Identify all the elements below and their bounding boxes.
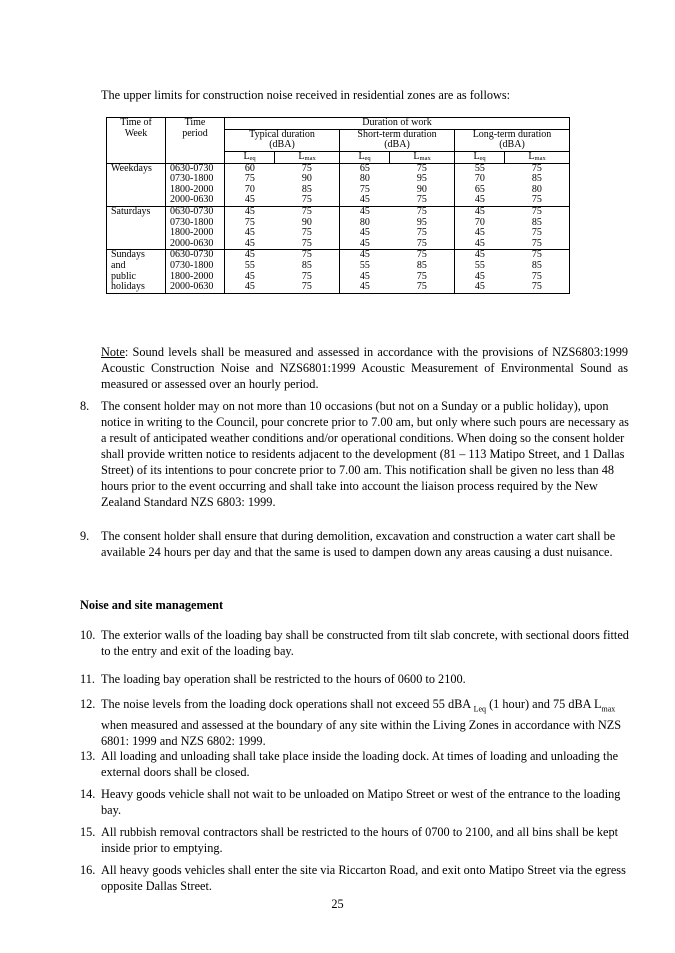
- value-cell: 75: [390, 239, 455, 250]
- time-of-week-cell: and: [107, 261, 166, 272]
- subheader-text: L: [413, 150, 420, 162]
- list-item-8: [80, 398, 630, 510]
- value-cell: 45: [225, 282, 275, 293]
- header-text: Long-term duration: [472, 128, 552, 140]
- item-number: 11.: [80, 672, 95, 686]
- note-paragraph: [101, 345, 628, 392]
- time-period-cell: 2000-0630: [166, 195, 225, 206]
- header-long-term: [455, 129, 570, 151]
- header-short-term: [340, 129, 455, 151]
- value-cell: 45: [340, 228, 390, 239]
- value-cell: 70: [225, 185, 275, 196]
- value-cell: 75: [225, 174, 275, 185]
- value-cell: 65: [340, 163, 390, 174]
- value-cell: 45: [225, 207, 275, 218]
- subheader-leq: [225, 151, 275, 163]
- value-cell: 90: [390, 185, 455, 196]
- time-of-week-cell: [107, 174, 166, 185]
- value-cell: 75: [275, 272, 340, 283]
- header-text: Time: [184, 117, 206, 128]
- value-cell: 55: [225, 261, 275, 272]
- value-cell: 75: [225, 218, 275, 229]
- header-text: Short-term duration: [357, 128, 437, 140]
- value-cell: 90: [275, 174, 340, 185]
- value-cell: 85: [505, 261, 570, 272]
- section-heading: Noise and site management: [80, 598, 224, 612]
- value-cell: 45: [455, 207, 505, 218]
- list-item-12: [80, 696, 630, 749]
- list-item-10: [80, 627, 630, 659]
- item-text-part: (1 hour) and 75 dBA L: [486, 697, 602, 711]
- item-number: 15.: [80, 825, 96, 839]
- value-cell: 45: [225, 228, 275, 239]
- subheader-text: L: [358, 150, 365, 162]
- intro-paragraph: The upper limits for construction noise received in residential zones are as follows:: [101, 88, 511, 102]
- item-text: Heavy goods vehicle shall not wait to be unloaded on Matipo Street or west of the entrance to the loading bay.: [101, 787, 621, 817]
- time-of-week-cell: [107, 228, 166, 239]
- table-header-row: [107, 118, 570, 130]
- value-cell: 75: [275, 250, 340, 261]
- value-cell: 45: [340, 250, 390, 261]
- page-number: 25: [331, 897, 344, 911]
- time-period-cell: 0730-1800: [166, 174, 225, 185]
- list-item-16: [80, 862, 630, 894]
- time-of-week-cell: [107, 218, 166, 229]
- subheader-sub: eq: [364, 154, 371, 162]
- value-cell: 75: [505, 282, 570, 293]
- value-cell: 45: [225, 239, 275, 250]
- value-cell: 70: [455, 218, 505, 229]
- value-cell: 75: [505, 195, 570, 206]
- value-cell: 75: [275, 282, 340, 293]
- header-typical: [225, 129, 340, 151]
- value-cell: 55: [340, 261, 390, 272]
- subheader-sub: eq: [479, 154, 486, 162]
- subheader-lmax: [390, 151, 455, 163]
- time-of-week-cell: [107, 239, 166, 250]
- time-period-cell: 0630-0730: [166, 207, 225, 218]
- value-cell: 75: [505, 250, 570, 261]
- time-of-week-cell: Weekdays: [107, 163, 166, 174]
- item-number: 12.: [80, 697, 96, 711]
- value-cell: 45: [340, 282, 390, 293]
- subheader-text: L: [298, 150, 305, 162]
- value-cell: 75: [390, 250, 455, 261]
- item-text: All heavy goods vehicles shall enter the site via Riccarton Road, and exit onto Matipo Street via the egress opposite Dallas Street.: [101, 863, 626, 893]
- value-cell: 45: [455, 272, 505, 283]
- value-cell: 45: [340, 272, 390, 283]
- subheader-sub: max: [534, 154, 546, 162]
- value-cell: 65: [455, 185, 505, 196]
- value-cell: 45: [455, 282, 505, 293]
- value-cell: 80: [340, 174, 390, 185]
- subheader-text: L: [473, 150, 480, 162]
- subheader-sub: max: [304, 154, 316, 162]
- value-cell: 75: [390, 282, 455, 293]
- list-item-14: [80, 786, 630, 818]
- item-text-part: when measured and assessed at the boundary of any site within the Living Zones in accordance with NZS 6801: 1999 and NZS 6802: 1999.: [101, 718, 622, 749]
- time-of-week-cell: [107, 195, 166, 206]
- header-text: (dBA): [384, 139, 410, 151]
- item-number: 8.: [80, 399, 90, 413]
- value-cell: 95: [390, 218, 455, 229]
- time-period-cell: 0630-0730: [166, 163, 225, 174]
- value-cell: 45: [340, 239, 390, 250]
- header-time-of-week: [107, 118, 166, 164]
- header-text: Week: [124, 127, 148, 139]
- value-cell: 45: [455, 195, 505, 206]
- value-cell: 45: [225, 195, 275, 206]
- subheader-text: L: [243, 150, 250, 162]
- value-cell: 75: [275, 239, 340, 250]
- value-cell: 75: [275, 228, 340, 239]
- subheader-text: L: [528, 150, 535, 162]
- time-period-cell: 0730-1800: [166, 261, 225, 272]
- time-of-week-cell: Saturdays: [107, 207, 166, 218]
- value-cell: 75: [340, 185, 390, 196]
- time-of-week-cell: public: [107, 272, 166, 283]
- item-text: All rubbish removal contractors shall be restricted to the hours of 0700 to 2100, and all bins shall be kept inside prior to emptying.: [101, 825, 619, 855]
- item-number: 13.: [80, 749, 96, 763]
- value-cell: 45: [455, 239, 505, 250]
- item-text: The loading bay operation shall be restricted to the hours of 0600 to 2100.: [101, 672, 466, 686]
- time-of-week-cell: Sundays: [107, 250, 166, 261]
- value-cell: 85: [505, 218, 570, 229]
- value-cell: 55: [455, 163, 505, 174]
- value-cell: 85: [390, 261, 455, 272]
- value-cell: 45: [340, 207, 390, 218]
- item-text: The consent holder shall ensure that during demolition, excavation and construction a water cart shall be available 24 hours per day and that the same is used to dampen down any areas causing a dust nuisance.: [101, 529, 616, 559]
- time-period-cell: 0630-0730: [166, 250, 225, 261]
- value-cell: 75: [390, 163, 455, 174]
- time-period-cell: 1800-2000: [166, 185, 225, 196]
- value-cell: 75: [390, 228, 455, 239]
- value-cell: 75: [505, 207, 570, 218]
- note-label: Note: [101, 345, 125, 359]
- table-row: [107, 195, 570, 206]
- value-cell: 95: [390, 174, 455, 185]
- value-cell: 75: [505, 228, 570, 239]
- item-number: 14.: [80, 787, 96, 801]
- value-cell: 85: [275, 185, 340, 196]
- noise-table-body: [107, 118, 570, 294]
- subheader-lmax: [505, 151, 570, 163]
- value-cell: 45: [340, 195, 390, 206]
- value-cell: 75: [390, 207, 455, 218]
- value-cell: 75: [275, 207, 340, 218]
- time-period-cell: 2000-0630: [166, 239, 225, 250]
- subheader-leq: [455, 151, 505, 163]
- table-row: [107, 239, 570, 250]
- value-cell: 75: [275, 163, 340, 174]
- header-text: Typical duration: [249, 128, 315, 140]
- header-text: period: [182, 127, 208, 139]
- table-row: [107, 282, 570, 293]
- time-period-cell: 0730-1800: [166, 218, 225, 229]
- item-text: The exterior walls of the loading bay shall be constructed from tilt slab concrete, with sectional doors fitted to the entry and exit of the loading bay.: [101, 628, 629, 658]
- value-cell: 45: [225, 272, 275, 283]
- header-duration-of-work: Duration of work: [225, 118, 570, 130]
- subheader-sub: eq: [249, 154, 256, 162]
- item-number: 9.: [80, 529, 90, 543]
- list-item-15: [80, 824, 630, 856]
- value-cell: 45: [455, 228, 505, 239]
- list-item-11: [80, 671, 630, 687]
- value-cell: 75: [390, 272, 455, 283]
- item-number: 10.: [80, 628, 96, 642]
- value-cell: 55: [455, 261, 505, 272]
- value-cell: 80: [505, 185, 570, 196]
- value-cell: 70: [455, 174, 505, 185]
- header-text: (dBA): [269, 139, 295, 151]
- header-text: (dBA): [499, 139, 525, 151]
- header-time-period: [166, 118, 225, 164]
- value-cell: 90: [275, 218, 340, 229]
- table-row: [107, 261, 570, 272]
- noise-limits-table: [106, 117, 570, 294]
- subheader-leq: [340, 151, 390, 163]
- table-row: [107, 207, 570, 218]
- time-period-cell: 1800-2000: [166, 272, 225, 283]
- value-cell: 85: [505, 174, 570, 185]
- item-text: The consent holder may on not more than 10 occasions (but not on a Sunday or a public holiday), upon notice in writing to the Council, pour concrete prior to 7.00 am, but only where such pours are necessary as a result of anticipated weather conditions and/or operational conditions. When doing so the consent holder shall provide written notice to residents adjacent to the development (81 – 113 Matipo Street, and 1 Dallas Street) of its intentions to pour concrete prior to 7.00 am. This notification shall be given no less than 48 hours prior to the event occurring and shall take into account the liaison process required by the New Zealand Standard NZS 6803: 1999.: [101, 399, 629, 509]
- value-cell: 45: [225, 250, 275, 261]
- subheader-sub: max: [419, 154, 431, 162]
- value-cell: 75: [505, 163, 570, 174]
- item-text: All loading and unloading shall take place inside the loading dock. At times of loading and unloading the external doors shall be closed.: [101, 749, 619, 779]
- value-cell: 80: [340, 218, 390, 229]
- item-text-part: The noise levels from the loading dock operations shall not exceed 55 dBA: [101, 697, 474, 711]
- time-period-cell: 1800-2000: [166, 228, 225, 239]
- value-cell: 75: [505, 239, 570, 250]
- time-of-week-cell: [107, 185, 166, 196]
- value-cell: 75: [390, 195, 455, 206]
- value-cell: 75: [275, 195, 340, 206]
- list-item-9: [80, 528, 630, 560]
- value-cell: 75: [505, 272, 570, 283]
- value-cell: 60: [225, 163, 275, 174]
- note-text: : Sound levels shall be measured and assessed in accordance with the provisions of NZS6803:1999 Acoustic Construction Noise and NZS6801:1999 Acoustic Measurement of Environmental Sound as measured or assessed over an hourly period.: [101, 345, 628, 391]
- header-text: Time of: [120, 117, 152, 128]
- value-cell: 85: [275, 261, 340, 272]
- time-period-cell: 2000-0630: [166, 282, 225, 293]
- item-text-sub: max: [601, 704, 616, 714]
- list-item-13: [80, 748, 630, 780]
- item-text: [101, 696, 630, 749]
- time-of-week-cell: holidays: [107, 282, 166, 293]
- subheader-lmax: [275, 151, 340, 163]
- item-text-sub: Leq: [473, 704, 487, 714]
- value-cell: 45: [455, 250, 505, 261]
- item-number: 16.: [80, 863, 96, 877]
